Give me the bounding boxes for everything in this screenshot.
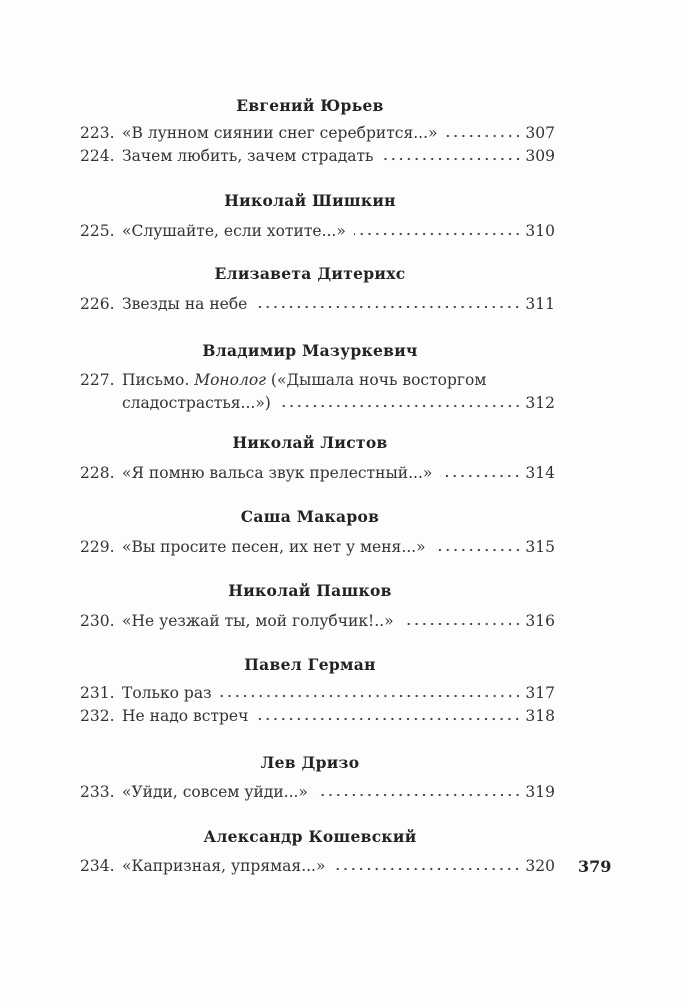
author-heading: Евгений Юрьев xyxy=(236,96,384,115)
entry-page: 319 xyxy=(525,783,555,801)
entry-page: 312 xyxy=(525,394,555,412)
entry-title: «Капризная, упрямая...» xyxy=(122,857,326,875)
entry-title: Зачем любить, зачем страдать xyxy=(122,147,374,165)
entry-page: 307 xyxy=(525,124,555,142)
dot-leader xyxy=(446,134,522,138)
entry-page: 316 xyxy=(525,612,555,630)
entry-line xyxy=(80,392,555,415)
entry-number: 233. xyxy=(80,783,115,801)
entry-number: 228. xyxy=(80,464,115,482)
dot-leader xyxy=(354,232,522,236)
entry-title: «Слушайте, если хотите...» xyxy=(122,222,346,240)
entry-number: 227. xyxy=(80,371,115,389)
entry-line xyxy=(80,682,555,705)
author-heading: Николай Пашков xyxy=(228,581,392,600)
entry-title: Звезды на небе xyxy=(122,295,248,313)
toc-entry[interactable] xyxy=(80,855,555,878)
entry-page: 311 xyxy=(525,295,555,313)
dot-leader xyxy=(255,305,521,309)
dot-leader xyxy=(440,474,521,478)
dot-leader xyxy=(256,717,521,721)
entry-number: 232. xyxy=(80,707,115,725)
entry-title-italic: Монолог xyxy=(194,371,266,389)
entry-line xyxy=(80,293,555,316)
entry-title xyxy=(122,369,486,392)
dot-leader xyxy=(382,157,522,161)
entry-number: 225. xyxy=(80,222,115,240)
entry-line xyxy=(80,220,555,243)
dot-leader xyxy=(402,622,522,626)
author-heading: Николай Листов xyxy=(232,433,388,452)
toc-entry[interactable] xyxy=(80,145,555,168)
toc-entry[interactable] xyxy=(80,122,555,145)
entry-title: «Не уезжай ты, мой голубчик!..» xyxy=(122,612,394,630)
dot-leader xyxy=(279,404,522,408)
entry-page: 317 xyxy=(525,684,555,702)
entry-page: 318 xyxy=(525,707,555,725)
entry-page: 309 xyxy=(525,147,555,165)
entry-number: 231. xyxy=(80,684,115,702)
entry-line xyxy=(80,536,555,559)
entry-line xyxy=(80,462,555,485)
entry-title: Не надо встреч xyxy=(122,707,249,725)
entry-title: «Я помню вальса звук прелестный...» xyxy=(122,464,433,482)
author-heading: Владимир Мазуркевич xyxy=(202,341,418,360)
entry-title-continued: сладострастья...») xyxy=(122,394,271,412)
author-heading: Павел Герман xyxy=(244,655,376,674)
entry-title: «В лунном сиянии снег серебрится...» xyxy=(122,124,438,142)
dot-leader xyxy=(434,548,522,552)
entry-title-suffix: («Дышала ночь восторгом xyxy=(266,371,487,389)
entry-number: 234. xyxy=(80,857,115,875)
toc-entry[interactable] xyxy=(80,705,555,728)
dot-leader xyxy=(220,694,522,698)
toc-entry[interactable] xyxy=(80,682,555,705)
entry-page: 314 xyxy=(525,464,555,482)
entry-line xyxy=(80,145,555,168)
entry-page: 315 xyxy=(525,538,555,556)
toc-entry[interactable] xyxy=(80,610,555,633)
entry-title-prefix: Письмо. xyxy=(122,371,195,389)
toc-entry[interactable] xyxy=(80,536,555,559)
entry-page: 320 xyxy=(525,857,555,875)
author-heading: Елизавета Дитерихс xyxy=(214,264,406,283)
entry-title: Только раз xyxy=(122,684,212,702)
entry-line xyxy=(80,369,555,392)
toc-entry[interactable] xyxy=(80,369,555,415)
toc-entry[interactable] xyxy=(80,293,555,316)
entry-title: «Вы просите песен, их нет у меня...» xyxy=(122,538,426,556)
dot-leader xyxy=(333,867,521,871)
toc-entry[interactable] xyxy=(80,462,555,485)
dot-leader xyxy=(316,793,521,797)
entry-number: 230. xyxy=(80,612,115,630)
entry-number: 226. xyxy=(80,295,115,313)
entry-page: 310 xyxy=(525,222,555,240)
page-number: 379 xyxy=(578,857,612,876)
entry-line xyxy=(80,705,555,728)
toc-entry[interactable] xyxy=(80,220,555,243)
author-heading: Николай Шишкин xyxy=(224,191,396,210)
entry-line xyxy=(80,122,555,145)
entry-line xyxy=(80,855,555,878)
entry-number: 229. xyxy=(80,538,115,556)
author-heading: Саша Макаров xyxy=(240,507,380,526)
entry-title: «Уйди, совсем уйди...» xyxy=(122,783,308,801)
entry-number: 223. xyxy=(80,124,115,142)
entry-number: 224. xyxy=(80,147,115,165)
entry-line xyxy=(80,781,555,804)
entry-line xyxy=(80,610,555,633)
toc-entry[interactable] xyxy=(80,781,555,804)
author-heading: Александр Кошевский xyxy=(203,827,417,846)
author-heading: Лев Дризо xyxy=(260,753,360,772)
